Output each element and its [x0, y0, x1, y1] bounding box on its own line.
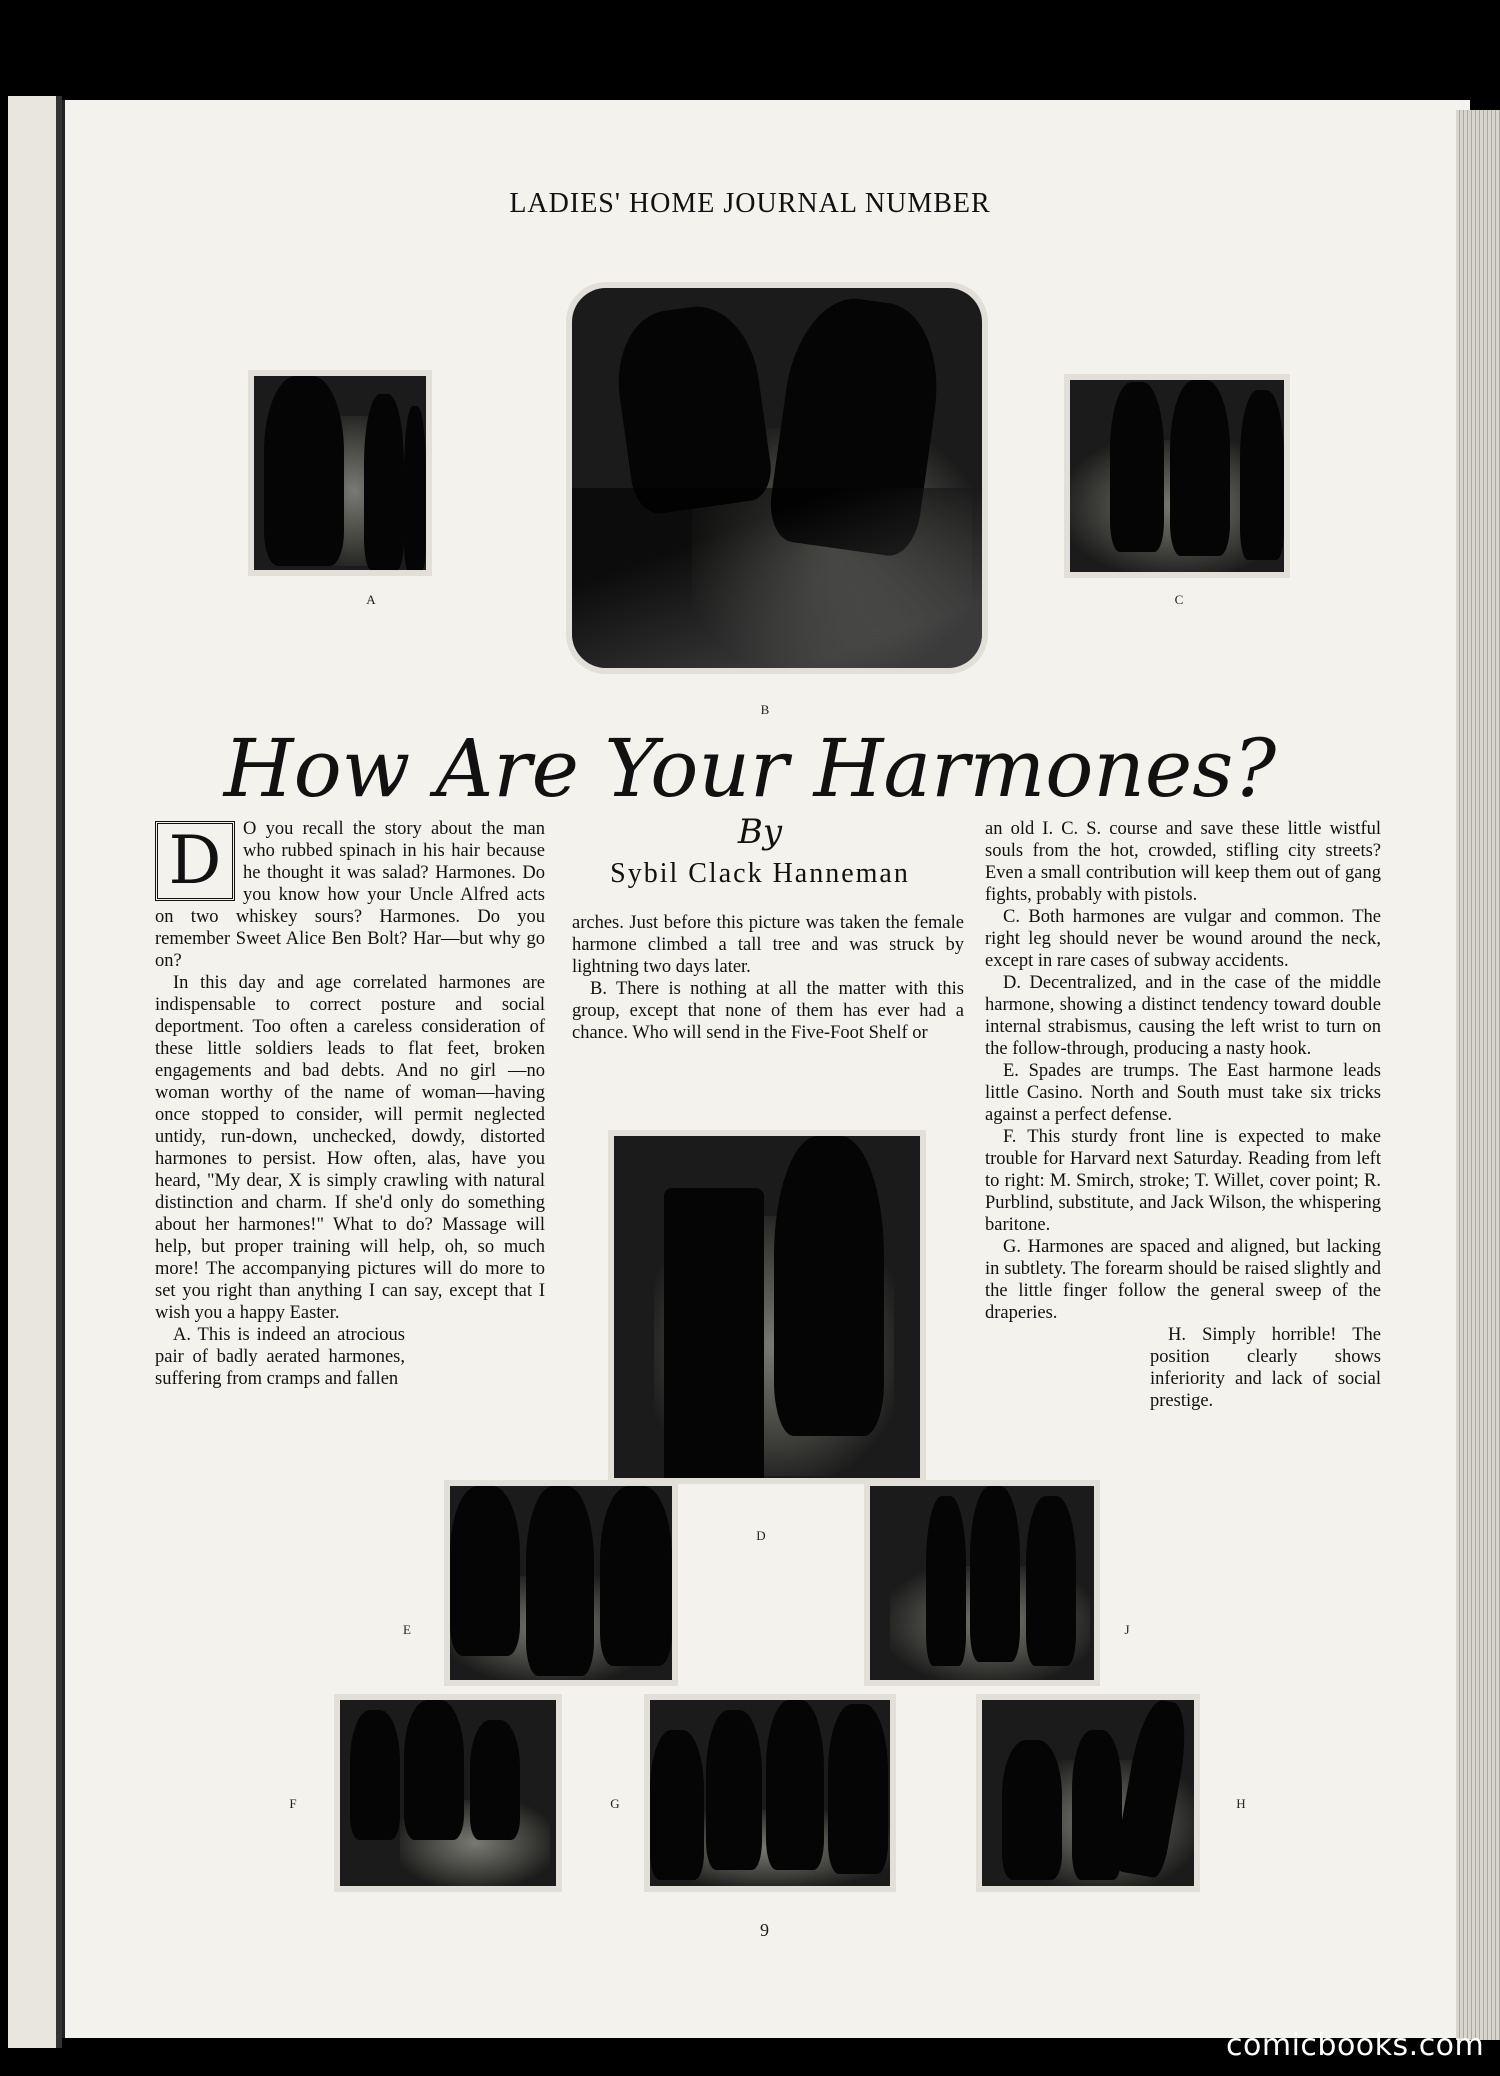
running-header: LADIES' HOME JOURNAL NUMBER: [509, 188, 991, 219]
col1-paragraph-3: A. This is indeed an atrocious pair of badly aerated harmones, suffering from cramps and fallen: [155, 1325, 405, 1389]
col1-paragraph-2: In this day and age correlated harmones are indispensable to correct posture and social deportment. Too often a careless consideration of these little soldiers leads to flat feet, broken engagements and bad debts. And no girl —no woman worthy of the name of woman—having once stopped to consider, will permit neglected untidy, run-down, unchecked, dowdy, distorted harmones to persist. How often, alas, have you heard, "My dear, X is simply crawling with natural distinction and charm. If she'd only do something about her harmones!" What to do? Massage will help, but proper training will help, oh, so much more! The accompanying pictures will do more to set you right than anything I can say, except that I wish you a happy Easter.: [155, 973, 545, 1323]
page-number: 9: [760, 1920, 769, 1940]
caption-a: A: [366, 592, 376, 607]
left-page-edge: [0, 96, 62, 2048]
col3-paragraph-2: C. Both harmones are vulgar and common. The right leg should never be wound around the neck, except in rare cases of subway accidents.: [985, 907, 1381, 971]
byline-by: By: [737, 812, 783, 852]
caption-b: B: [760, 702, 770, 717]
author-name: Sybil Clack Hanneman: [610, 858, 910, 889]
xray-photo-f: [340, 1700, 556, 1886]
col3-paragraph-3: D. Decentralized, and in the case of the middle harmone, showing a distinct tendency toward double internal strabismus, causing the left wrist to turn on the follow-through, producing a nasty hook.: [985, 973, 1381, 1059]
col2-paragraph-2: B. There is nothing at all the matter with this group, except that none of them has ever had a chance. Who will send in the Five-Foot Shelf or: [572, 979, 964, 1043]
article-title: How Are Your Harmones?: [223, 722, 1277, 815]
col3-paragraph-4: E. Spades are trumps. The East harmone leads little Casino. North and South must take six tricks against a perfect defense.: [985, 1061, 1381, 1125]
col3-paragraph-7: H. Simply horrible! The position clearly shows inferiority and lack of social prestige.: [1150, 1325, 1381, 1411]
caption-d: D: [756, 1528, 766, 1543]
xray-photo-j: [870, 1486, 1094, 1680]
xray-photo-e: [450, 1486, 672, 1680]
caption-c: C: [1174, 592, 1184, 607]
col3-paragraph-5: F. This sturdy front line is expected to make trouble for Harvard next Saturday. Reading from left to right: M. Smirch, stroke; T. Willet, cover point; R. Purblind, substitute, and Jack Wilson, the whispering baritone.: [985, 1127, 1381, 1235]
drop-cap: D: [155, 821, 235, 901]
column-3: [985, 818, 1381, 1412]
xray-photo-g: [650, 1700, 890, 1886]
column-1: [155, 818, 545, 1390]
col2-paragraph-1: arches. Just before this picture was taken the female harmone climbed a tall tree and was struck by lightning two days later.: [572, 913, 964, 977]
xray-photo-a: [254, 376, 426, 570]
caption-e: E: [403, 1622, 411, 1637]
caption-f: F: [289, 1796, 297, 1811]
caption-g: G: [610, 1796, 620, 1811]
col3-paragraph-1: an old I. C. S. course and save these little wistful souls from the hot, crowded, stifling city streets? Even a small contribution will keep them out of gang fights, probably with pistols.: [985, 819, 1381, 905]
xray-photo-c: [1070, 380, 1284, 572]
page-stack-edge: [1456, 110, 1500, 2040]
xray-photo-h: [982, 1700, 1194, 1886]
byline: [560, 812, 960, 890]
caption-j: J: [1124, 1622, 1130, 1637]
site-watermark: comicbooks.com: [1226, 2028, 1485, 2063]
col1-paragraph-1: O you recall the story about the man who rubbed spinach in his hair because he thought it was salad? Harmones. Do you know how your Uncle Alfred acts on two whiskey sours? Harmones. Do you remember Sweet Alice Ben Bolt? Har—but why go on?: [155, 819, 545, 971]
xray-photo-d: [614, 1136, 920, 1478]
column-2: [572, 912, 964, 1044]
col3-paragraph-6: G. Harmones are spaced and aligned, but lacking in subtlety. The forearm should be raised slightly and the little finger follow the general sweep of the draperies.: [985, 1237, 1381, 1323]
caption-h: H: [1236, 1796, 1246, 1811]
xray-photo-b: [572, 288, 982, 668]
